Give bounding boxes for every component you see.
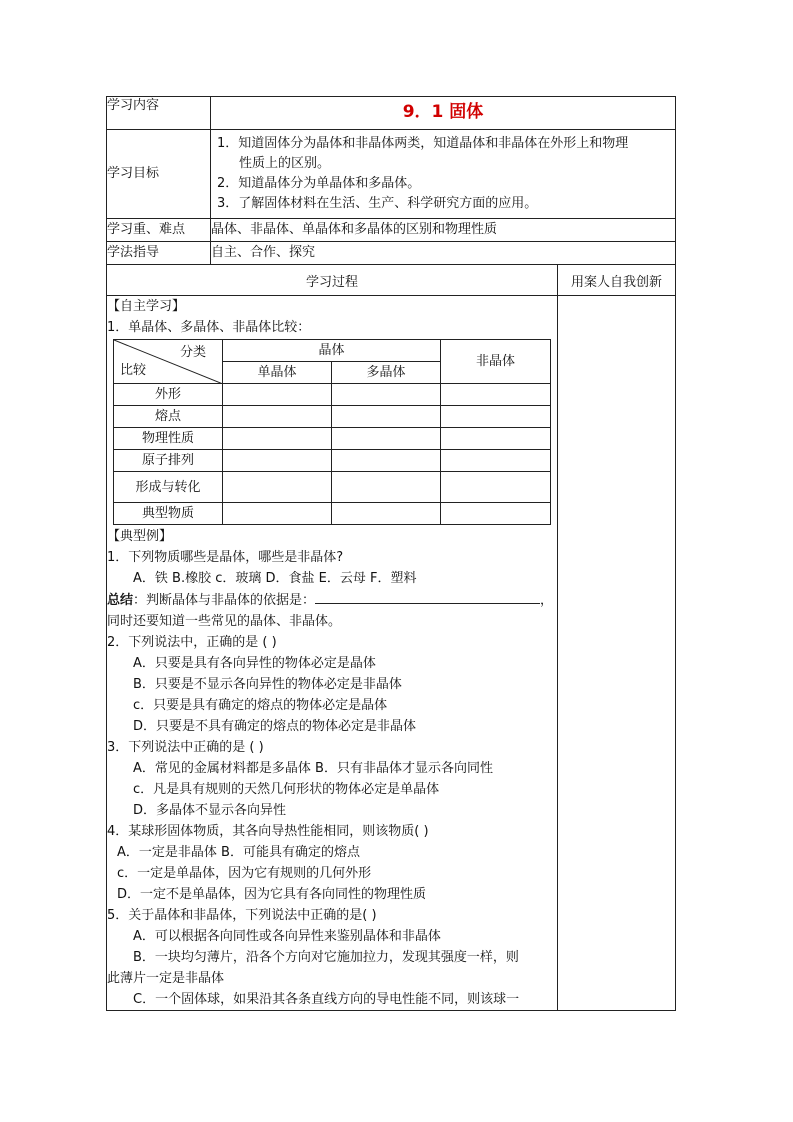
goal-3: 3．了解固体材料在生活、生产、科学研究方面的应用。 [217, 196, 538, 211]
table-cell [332, 428, 441, 450]
table-cell [223, 472, 332, 503]
q1-text: 1．单晶体、多晶体、非晶体比较： [107, 320, 311, 335]
row-label: 熔点 [114, 406, 223, 428]
row-label: 物理性质 [114, 428, 223, 450]
table-corner [114, 340, 223, 384]
answer-blank[interactable] [315, 589, 540, 604]
side-notes-column[interactable] [558, 296, 676, 1011]
summary-text: ：判断晶体与非晶体的依据是： [133, 593, 316, 608]
question-line: B．只要是不显示各向异性的物体必定是非晶体 [133, 677, 402, 692]
question-line: A．一定是非晶体 B．可能具有确定的熔点 [117, 845, 360, 860]
examples-heading: 【典型例】 [107, 529, 173, 544]
question-line: D．只要是不具有确定的熔点的物体必定是非晶体 [133, 719, 417, 734]
question-line: A．只要是具有各向异性的物体必定是晶体 [133, 656, 376, 671]
single-crystal-header: 单晶体 [223, 362, 332, 384]
question-line: D．一定不是单晶体，因为它具有各向同性的物理性质 [117, 887, 427, 902]
amorphous-header: 非晶体 [441, 340, 551, 384]
goal-1: 1．知道固体分为晶体和非晶体两类，知道晶体和非晶体在外形上和物理 [217, 136, 629, 151]
lesson-title: 9．1 固体 [211, 97, 676, 130]
corner-bottom-label: 比较 [120, 363, 147, 378]
table-cell [332, 450, 441, 472]
row-label: 形成与转化 [114, 472, 223, 503]
crystal-header: 晶体 [223, 340, 441, 362]
table-cell [441, 384, 551, 406]
question-line: 5．关于晶体和非晶体，下列说法中正确的是( ) [107, 908, 377, 923]
summary-end: ， [540, 593, 554, 608]
key-label: 学习重、难点 [107, 219, 211, 242]
question-list [107, 632, 557, 1010]
summary-line-2: 同时还要知道一些常见的晶体、非晶体。 [107, 614, 342, 629]
goals-label: 学习目标 [107, 130, 211, 219]
goals-cell [211, 130, 676, 219]
corner-top-label: 分类 [179, 345, 206, 360]
table-cell [223, 384, 332, 406]
table-cell [332, 503, 441, 525]
process-label: 学习过程 [107, 265, 558, 296]
table-cell [332, 472, 441, 503]
question-line: B．一块均匀薄片，沿各个方向对它施加拉力，发现其强度一样，则 [133, 950, 519, 965]
table-cell [441, 503, 551, 525]
table-cell [441, 406, 551, 428]
goal-2: 2．知道晶体分为单晶体和多晶体。 [217, 176, 421, 191]
question-line: D．多晶体不显示各向异性 [133, 803, 287, 818]
question-line: 此薄片一定是非晶体 [107, 971, 225, 986]
question-line: 3．下列说法中正确的是 ( ) [107, 740, 264, 755]
question-line: c．凡是具有规则的天然几何形状的物体必定是单晶体 [133, 782, 440, 797]
comparison-table [113, 339, 551, 525]
poly-crystal-header: 多晶体 [332, 362, 441, 384]
goal-1-cont: 性质上的区别。 [239, 156, 331, 171]
row-label: 原子排列 [114, 450, 223, 472]
table-cell [441, 428, 551, 450]
table-cell [223, 406, 332, 428]
table-cell [332, 406, 441, 428]
method-text: 自主、合作、探究 [211, 242, 676, 265]
question-line: 2．下列说法中，正确的是 ( ) [107, 635, 277, 650]
row-label: 外形 [114, 384, 223, 406]
process-body [107, 296, 558, 1011]
key-text: 晶体、非晶体、单晶体和多晶体的区别和物理性质 [211, 219, 676, 242]
table-cell [441, 450, 551, 472]
example-line: A．铁 B.橡胶 c．玻璃 D．食盐 E．云母 F．塑料 [133, 571, 417, 586]
question-line: C．一个固体球，如果沿其各条直线方向的导电性能不同，则该球一 [133, 992, 520, 1007]
side-label: 用案人自我创新 [558, 265, 676, 296]
lesson-plan-page [106, 96, 675, 1011]
table-cell [332, 384, 441, 406]
table-cell [223, 450, 332, 472]
row-label: 典型物质 [114, 503, 223, 525]
self-study-heading: 【自主学习】 [107, 299, 186, 314]
table-cell [223, 428, 332, 450]
example-line: 1．下列物质哪些是晶体，哪些是非晶体? [107, 550, 344, 565]
method-label: 学法指导 [107, 242, 211, 265]
summary-bold: 总结 [107, 593, 134, 608]
summary-line [107, 589, 557, 611]
table-cell [223, 503, 332, 525]
question-line: A．可以根据各向同性或各向异性来鉴别晶体和非晶体 [133, 929, 441, 944]
question-line: 4．某球形固体物质，其各向导热性能相同，则该物质( ) [107, 824, 429, 839]
table-cell [441, 472, 551, 503]
content-label: 学习内容 [107, 97, 211, 130]
question-line: A．常见的金属材料都是多晶体 B．只有非晶体才显示各向同性 [133, 761, 493, 776]
question-line: c．只要是具有确定的熔点的物体必定是晶体 [133, 698, 388, 713]
lesson-table [106, 96, 676, 1011]
question-line: c．一定是单晶体，因为它有规则的几何外形 [117, 866, 372, 881]
